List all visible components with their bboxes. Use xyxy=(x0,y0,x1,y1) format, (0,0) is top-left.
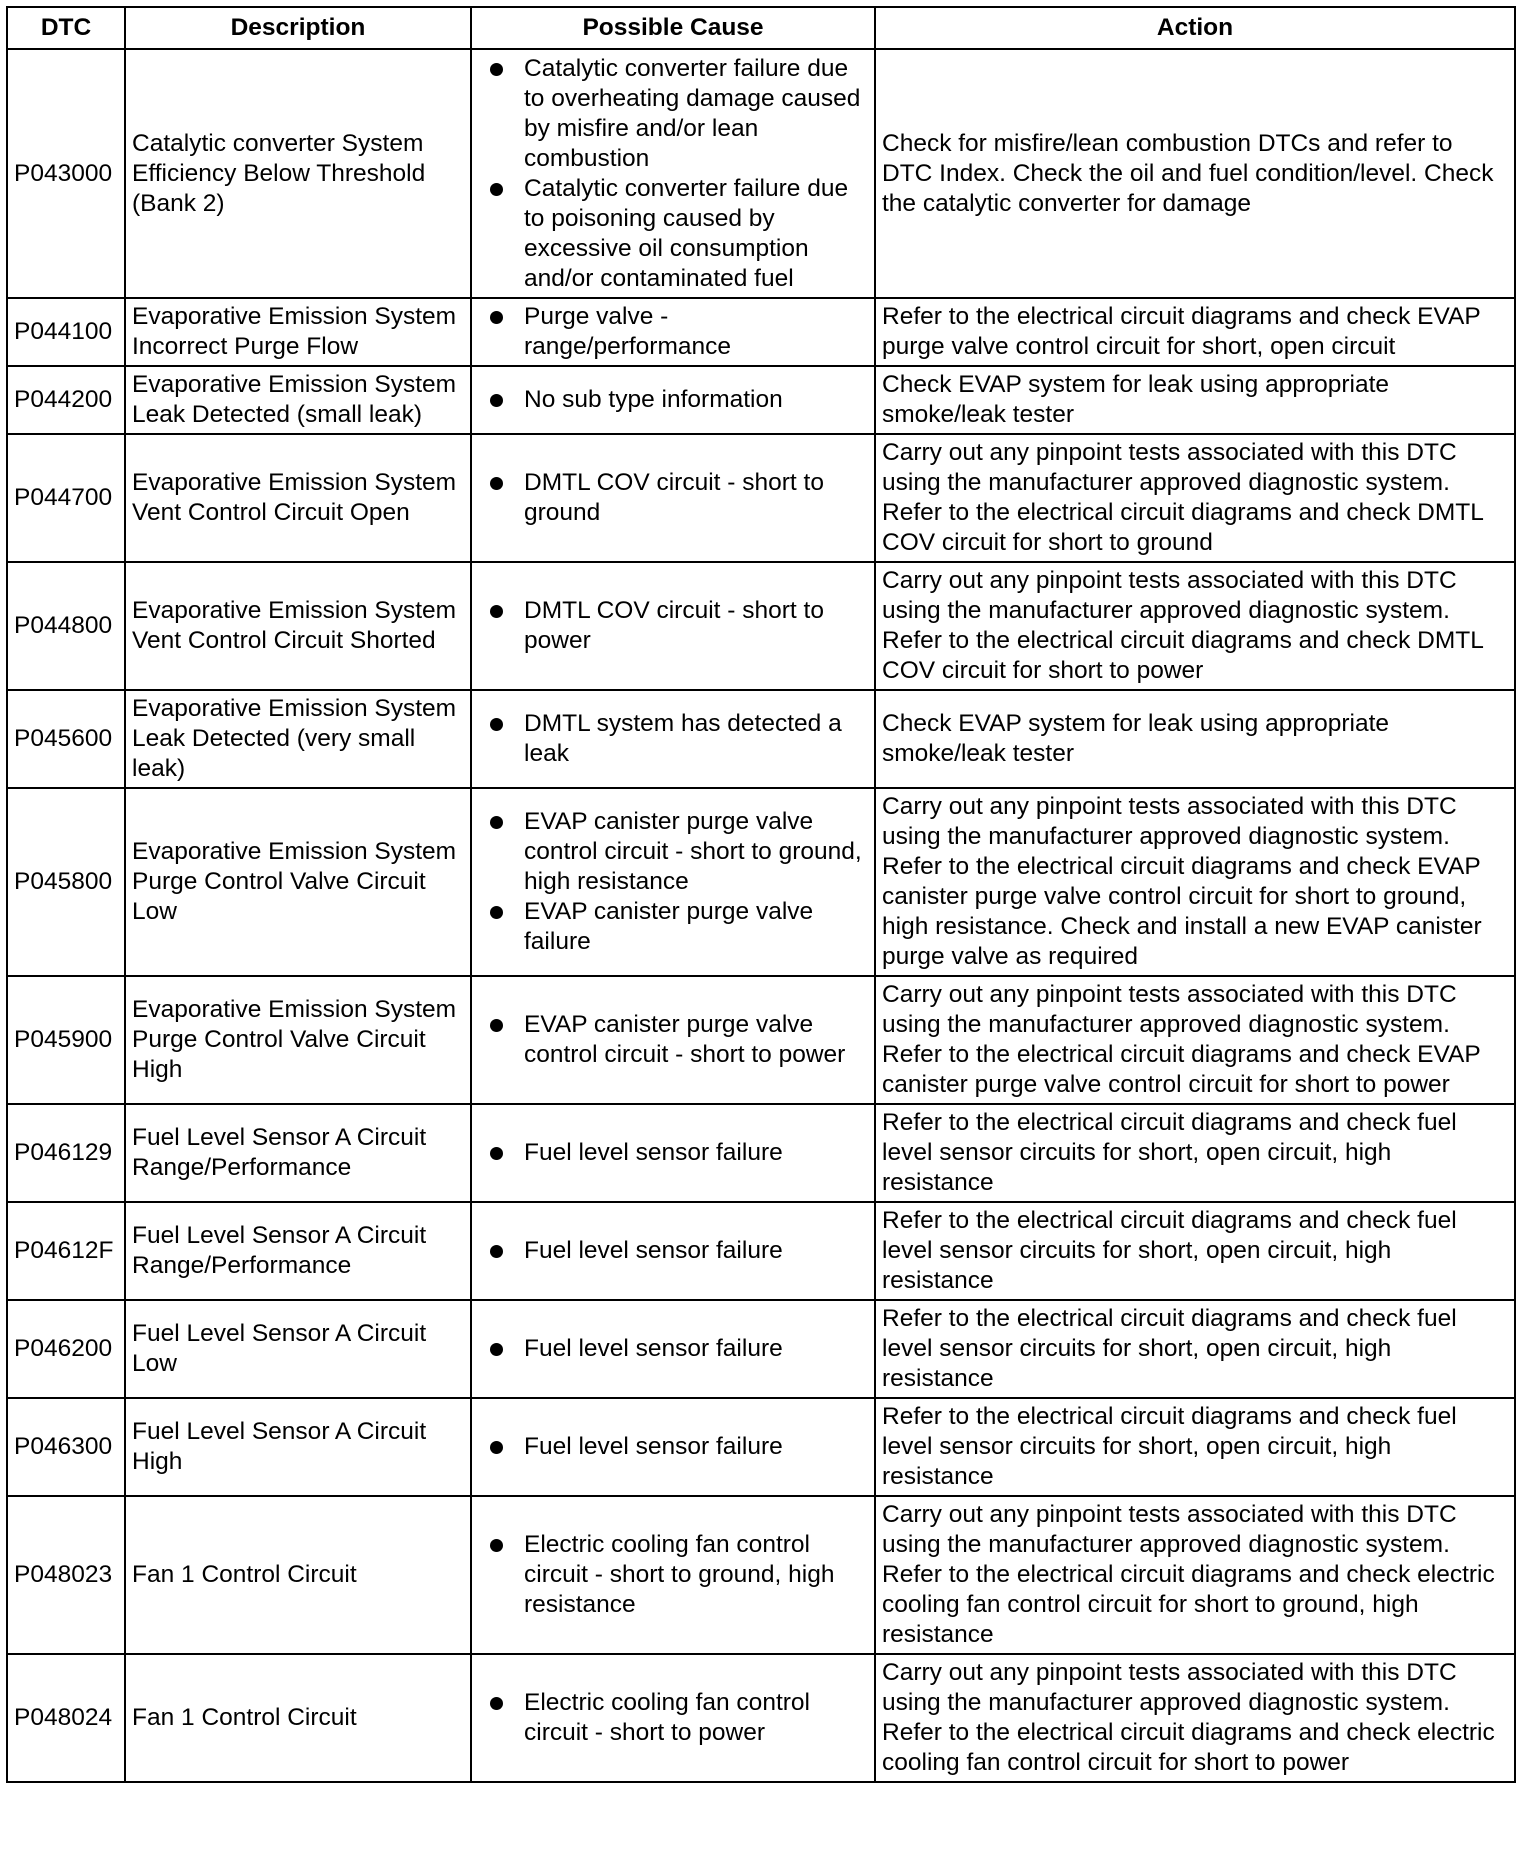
cause-item: No sub type information xyxy=(490,385,866,415)
table-row xyxy=(7,434,1515,562)
cause-list xyxy=(490,385,866,415)
table-row xyxy=(7,788,1515,976)
dtc-description: Evaporative Emission System Leak Detected (very small leak) xyxy=(125,690,471,788)
cause-item: DMTL system has detected a leak xyxy=(490,709,866,769)
dtc-table xyxy=(6,6,1516,1783)
table-row xyxy=(7,562,1515,690)
table-body xyxy=(7,49,1515,1782)
table-row xyxy=(7,298,1515,366)
cause-list xyxy=(490,1334,866,1364)
dtc-code: P043000 xyxy=(7,49,125,298)
table-row xyxy=(7,1202,1515,1300)
dtc-code: P045900 xyxy=(7,976,125,1104)
dtc-code: P044100 xyxy=(7,298,125,366)
table-row xyxy=(7,366,1515,434)
dtc-description: Evaporative Emission System Vent Control Circuit Shorted xyxy=(125,562,471,690)
header-possible-cause: Possible Cause xyxy=(471,7,875,49)
header-description: Description xyxy=(125,7,471,49)
possible-cause-cell xyxy=(471,690,875,788)
header-dtc: DTC xyxy=(7,7,125,49)
cause-list xyxy=(490,596,866,656)
header-action: Action xyxy=(875,7,1515,49)
action-text: Carry out any pinpoint tests associated with this DTC using the manufacturer approved diagnostic system. Refer to the electrical circuit diagrams and check DMTL COV circuit for short to power xyxy=(875,562,1515,690)
cause-item: Catalytic converter failure due to overheating damage caused by misfire and/or lean combustion xyxy=(490,54,866,174)
header-row xyxy=(7,7,1515,49)
possible-cause-cell xyxy=(471,298,875,366)
dtc-code: P044700 xyxy=(7,434,125,562)
cause-item: EVAP canister purge valve control circuit - short to ground, high resistance xyxy=(490,807,866,897)
cause-list xyxy=(490,709,866,769)
dtc-description: Evaporative Emission System Leak Detected (small leak) xyxy=(125,366,471,434)
cause-item: Purge valve - range/performance xyxy=(490,302,866,362)
dtc-code: P045800 xyxy=(7,788,125,976)
possible-cause-cell xyxy=(471,49,875,298)
dtc-description: Fan 1 Control Circuit xyxy=(125,1654,471,1782)
cause-item: DMTL COV circuit - short to ground xyxy=(490,468,866,528)
table-row xyxy=(7,1300,1515,1398)
action-text: Refer to the electrical circuit diagrams and check fuel level sensor circuits for short, open circuit, high resistance xyxy=(875,1300,1515,1398)
table-row xyxy=(7,690,1515,788)
dtc-code: P044200 xyxy=(7,366,125,434)
action-text: Carry out any pinpoint tests associated with this DTC using the manufacturer approved diagnostic system. Refer to the electrical circuit diagrams and check DMTL COV circuit for short to ground xyxy=(875,434,1515,562)
cause-list xyxy=(490,1530,866,1620)
cause-list xyxy=(490,1688,866,1748)
cause-list xyxy=(490,807,866,957)
cause-list xyxy=(490,54,866,294)
table-row xyxy=(7,1104,1515,1202)
dtc-description: Evaporative Emission System Vent Control Circuit Open xyxy=(125,434,471,562)
table-row xyxy=(7,976,1515,1104)
dtc-code: P045600 xyxy=(7,690,125,788)
action-text: Check for misfire/lean combustion DTCs and refer to DTC Index. Check the oil and fuel condition/level. Check the catalytic converter for damage xyxy=(875,49,1515,298)
table-row xyxy=(7,49,1515,298)
cause-item: Electric cooling fan control circuit - short to ground, high resistance xyxy=(490,1530,866,1620)
dtc-code: P04612F xyxy=(7,1202,125,1300)
table-row xyxy=(7,1654,1515,1782)
cause-item: Fuel level sensor failure xyxy=(490,1236,866,1266)
possible-cause-cell xyxy=(471,788,875,976)
cause-list xyxy=(490,302,866,362)
action-text: Refer to the electrical circuit diagrams and check fuel level sensor circuits for short, open circuit, high resistance xyxy=(875,1398,1515,1496)
action-text: Carry out any pinpoint tests associated with this DTC using the manufacturer approved diagnostic system. Refer to the electrical circuit diagrams and check electric cooling fan control circuit for short to power xyxy=(875,1654,1515,1782)
dtc-code: P044800 xyxy=(7,562,125,690)
cause-item: Fuel level sensor failure xyxy=(490,1138,866,1168)
cause-list xyxy=(490,1432,866,1462)
dtc-description: Fuel Level Sensor A Circuit Range/Performance xyxy=(125,1104,471,1202)
table-row xyxy=(7,1496,1515,1654)
dtc-description: Evaporative Emission System Purge Control Valve Circuit High xyxy=(125,976,471,1104)
table-row xyxy=(7,1398,1515,1496)
possible-cause-cell xyxy=(471,434,875,562)
action-text: Refer to the electrical circuit diagrams and check EVAP purge valve control circuit for short, open circuit xyxy=(875,298,1515,366)
dtc-code: P046200 xyxy=(7,1300,125,1398)
cause-list xyxy=(490,1010,866,1070)
cause-item: Electric cooling fan control circuit - short to power xyxy=(490,1688,866,1748)
possible-cause-cell xyxy=(471,1300,875,1398)
action-text: Carry out any pinpoint tests associated with this DTC using the manufacturer approved diagnostic system. Refer to the electrical circuit diagrams and check electric cooling fan control circuit for short to ground, high resistance xyxy=(875,1496,1515,1654)
dtc-code: P048023 xyxy=(7,1496,125,1654)
cause-item: Fuel level sensor failure xyxy=(490,1334,866,1364)
action-text: Carry out any pinpoint tests associated with this DTC using the manufacturer approved diagnostic system. Refer to the electrical circuit diagrams and check EVAP canister purge valve control circuit for short to power xyxy=(875,976,1515,1104)
possible-cause-cell xyxy=(471,1398,875,1496)
possible-cause-cell xyxy=(471,1496,875,1654)
dtc-description: Fuel Level Sensor A Circuit Low xyxy=(125,1300,471,1398)
dtc-code: P046129 xyxy=(7,1104,125,1202)
possible-cause-cell xyxy=(471,1202,875,1300)
cause-list xyxy=(490,1236,866,1266)
dtc-code: P048024 xyxy=(7,1654,125,1782)
action-text: Refer to the electrical circuit diagrams and check fuel level sensor circuits for short, open circuit, high resistance xyxy=(875,1104,1515,1202)
action-text: Check EVAP system for leak using appropriate smoke/leak tester xyxy=(875,366,1515,434)
cause-list xyxy=(490,1138,866,1168)
possible-cause-cell xyxy=(471,562,875,690)
cause-item: EVAP canister purge valve control circuit - short to power xyxy=(490,1010,866,1070)
dtc-description: Fuel Level Sensor A Circuit High xyxy=(125,1398,471,1496)
cause-item: Fuel level sensor failure xyxy=(490,1432,866,1462)
possible-cause-cell xyxy=(471,366,875,434)
dtc-description: Evaporative Emission System Incorrect Purge Flow xyxy=(125,298,471,366)
action-text: Check EVAP system for leak using appropriate smoke/leak tester xyxy=(875,690,1515,788)
dtc-description: Evaporative Emission System Purge Control Valve Circuit Low xyxy=(125,788,471,976)
possible-cause-cell xyxy=(471,976,875,1104)
cause-list xyxy=(490,468,866,528)
possible-cause-cell xyxy=(471,1654,875,1782)
dtc-code: P046300 xyxy=(7,1398,125,1496)
action-text: Carry out any pinpoint tests associated with this DTC using the manufacturer approved diagnostic system. Refer to the electrical circuit diagrams and check EVAP canister purge valve control circuit for short to ground, high resistance. Check and install a new EVAP canister purge valve as required xyxy=(875,788,1515,976)
cause-item: DMTL COV circuit - short to power xyxy=(490,596,866,656)
dtc-description: Fuel Level Sensor A Circuit Range/Performance xyxy=(125,1202,471,1300)
cause-item: Catalytic converter failure due to poisoning caused by excessive oil consumption and/or contaminated fuel xyxy=(490,174,866,294)
dtc-description: Catalytic converter System Efficiency Below Threshold (Bank 2) xyxy=(125,49,471,298)
dtc-description: Fan 1 Control Circuit xyxy=(125,1496,471,1654)
possible-cause-cell xyxy=(471,1104,875,1202)
action-text: Refer to the electrical circuit diagrams and check fuel level sensor circuits for short, open circuit, high resistance xyxy=(875,1202,1515,1300)
cause-item: EVAP canister purge valve failure xyxy=(490,897,866,957)
